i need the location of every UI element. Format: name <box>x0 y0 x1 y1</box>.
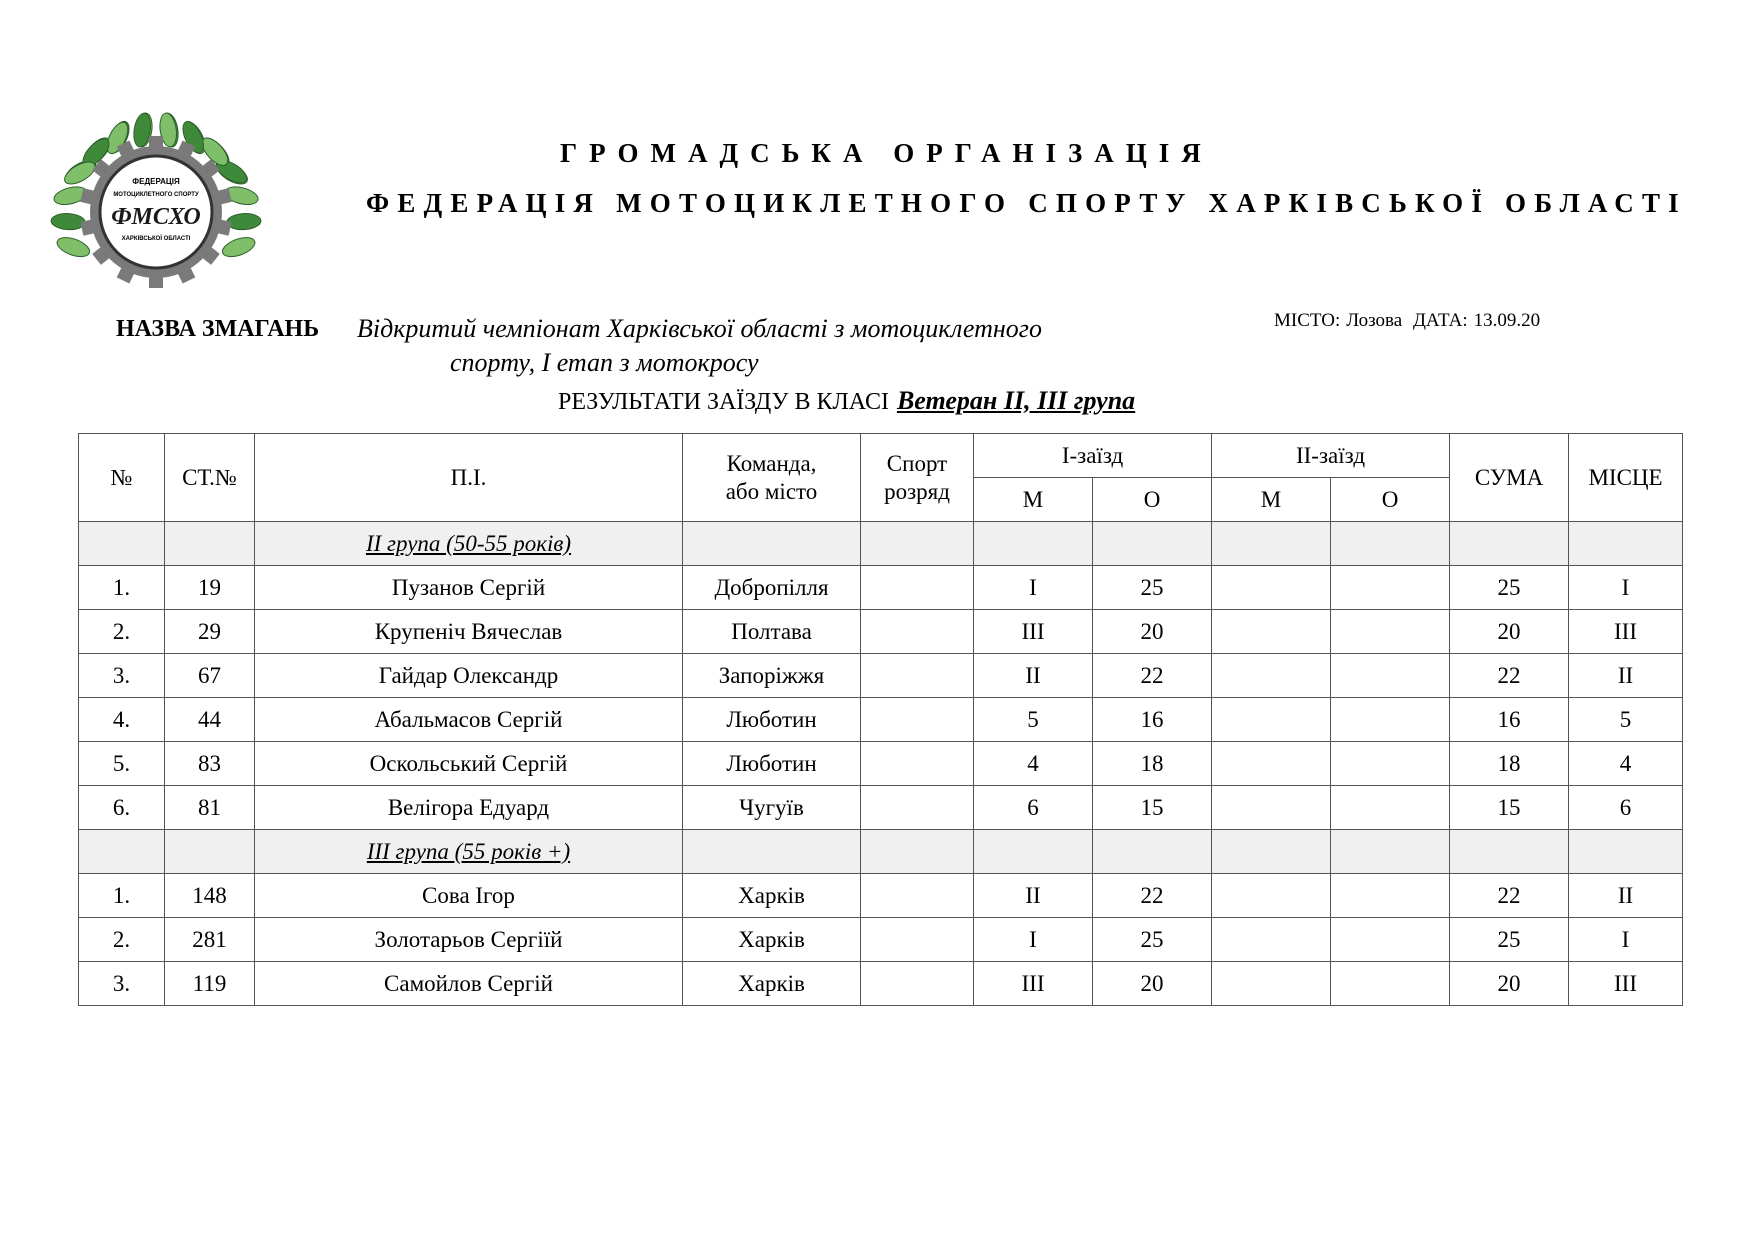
cell-no: 1. <box>79 566 165 610</box>
header-rank <box>861 434 974 522</box>
cell-o1: 20 <box>1093 610 1212 654</box>
race-class-name: Ветеран ІІ, ІІІ група <box>896 386 1136 415</box>
group-row-cell <box>861 830 974 874</box>
place-label: МІСТО: <box>1274 310 1341 331</box>
cell-m2 <box>1212 698 1331 742</box>
cell-o1: 15 <box>1093 786 1212 830</box>
cell-start: 44 <box>165 698 255 742</box>
cell-m1: ІІІ <box>974 610 1093 654</box>
group-row-cell <box>1331 522 1450 566</box>
group-row-cell <box>1093 522 1212 566</box>
cell-m2 <box>1212 654 1331 698</box>
cell-sum: 22 <box>1450 874 1569 918</box>
cell-m1: ІІ <box>974 654 1093 698</box>
wreath-gear-logo-icon <box>44 112 264 312</box>
group-row-cell <box>1093 830 1212 874</box>
cell-m1: І <box>974 566 1093 610</box>
cell-place: ІІІ <box>1569 962 1683 1006</box>
cell-team: Люботин <box>683 698 861 742</box>
cell-no: 6. <box>79 786 165 830</box>
cell-team: Полтава <box>683 610 861 654</box>
cell-m2 <box>1212 742 1331 786</box>
group-title: ІІ група (50-55 років) <box>255 522 683 566</box>
cell-no: 2. <box>79 610 165 654</box>
cell-rank <box>861 786 974 830</box>
cell-team: Харків <box>683 918 861 962</box>
competition-label: НАЗВА ЗМАГАНЬ <box>116 316 320 342</box>
header-team <box>683 434 861 522</box>
cell-m1: 5 <box>974 698 1093 742</box>
header-no: № <box>79 434 165 522</box>
cell-o2 <box>1331 918 1450 962</box>
cell-start: 83 <box>165 742 255 786</box>
cell-no: 3. <box>79 962 165 1006</box>
header-name: П.І. <box>255 434 683 522</box>
group-row-cell <box>1212 830 1331 874</box>
cell-team: Харків <box>683 874 861 918</box>
cell-no: 1. <box>79 874 165 918</box>
cell-rank <box>861 874 974 918</box>
cell-rank <box>861 962 974 1006</box>
group-row-cell <box>1450 830 1569 874</box>
cell-sum: 25 <box>1450 918 1569 962</box>
header-row-1 <box>79 434 1683 478</box>
header-place: МІСЦЕ <box>1569 434 1683 522</box>
results-table <box>78 433 1683 1006</box>
results-title <box>558 386 1135 416</box>
cell-rank <box>861 742 974 786</box>
header-race1-o: О <box>1093 478 1212 522</box>
cell-sum: 20 <box>1450 610 1569 654</box>
cell-m1: ІІІ <box>974 962 1093 1006</box>
group-row-cell <box>79 522 165 566</box>
cell-start: 81 <box>165 786 255 830</box>
group-row-cell <box>974 522 1093 566</box>
group-row-cell <box>1569 522 1683 566</box>
cell-name: Пузанов Сергій <box>255 566 683 610</box>
date-label: ДАТА: <box>1412 310 1468 331</box>
header-sum: СУМА <box>1450 434 1569 522</box>
cell-o1: 25 <box>1093 566 1212 610</box>
table-row <box>79 566 1683 610</box>
cell-no: 5. <box>79 742 165 786</box>
group-row-cell <box>683 522 861 566</box>
table-row <box>79 654 1683 698</box>
cell-o1: 18 <box>1093 742 1212 786</box>
cell-rank <box>861 918 974 962</box>
cell-name: Сова Ігор <box>255 874 683 918</box>
organization-type: ГРОМАДСЬКА ОРГАНІЗАЦІЯ <box>560 138 1213 168</box>
competition-name-line2: спорту, І етап з мотокросу <box>450 348 759 377</box>
results-body <box>79 522 1683 1006</box>
cell-name: Золотарьов Сергіїй <box>255 918 683 962</box>
cell-o2 <box>1331 698 1450 742</box>
logo-top-text: ФЕДЕРАЦІЯ <box>132 177 180 186</box>
place-date <box>1274 310 1546 332</box>
group-row-cell <box>683 830 861 874</box>
table-row <box>79 698 1683 742</box>
cell-m1: 4 <box>974 742 1093 786</box>
table-row <box>79 874 1683 918</box>
table-row <box>79 610 1683 654</box>
cell-m1: 6 <box>974 786 1093 830</box>
group-row-cell <box>1450 522 1569 566</box>
cell-sum: 20 <box>1450 962 1569 1006</box>
cell-sum: 22 <box>1450 654 1569 698</box>
cell-name: Абальмасов Сергій <box>255 698 683 742</box>
cell-m2 <box>1212 874 1331 918</box>
cell-rank <box>861 654 974 698</box>
cell-no: 3. <box>79 654 165 698</box>
place-value: Лозова <box>1346 310 1403 331</box>
cell-o2 <box>1331 742 1450 786</box>
cell-start: 19 <box>165 566 255 610</box>
cell-name: Самойлов Сергій <box>255 962 683 1006</box>
cell-place: 4 <box>1569 742 1683 786</box>
cell-start: 119 <box>165 962 255 1006</box>
cell-start: 281 <box>165 918 255 962</box>
cell-o2 <box>1331 566 1450 610</box>
cell-place: 5 <box>1569 698 1683 742</box>
cell-team: Чугуїв <box>683 786 861 830</box>
header-race2-o: О <box>1331 478 1450 522</box>
header-team-line2: або місто <box>725 478 818 504</box>
header-rank-line2: розряд <box>884 478 950 504</box>
organization-name: ФЕДЕРАЦІЯ МОТОЦИКЛЕТНОГО СПОРТУ ХАРКІВСЬКОЇ ОБЛАСТІ <box>366 188 1687 218</box>
federation-logo <box>44 112 264 312</box>
cell-sum: 15 <box>1450 786 1569 830</box>
header-start-no: СТ.№ <box>165 434 255 522</box>
cell-o2 <box>1331 962 1450 1006</box>
cell-sum: 18 <box>1450 742 1569 786</box>
results-title-prefix: РЕЗУЛЬТАТИ ЗАЇЗДУ В КЛАСІ <box>558 389 889 415</box>
cell-o1: 22 <box>1093 654 1212 698</box>
cell-team: Запоріжжя <box>683 654 861 698</box>
cell-m1: І <box>974 918 1093 962</box>
cell-place: 6 <box>1569 786 1683 830</box>
group-row-cell <box>1569 830 1683 874</box>
cell-place: І <box>1569 918 1683 962</box>
cell-m2 <box>1212 610 1331 654</box>
cell-sum: 16 <box>1450 698 1569 742</box>
group-row-cell <box>165 522 255 566</box>
logo-abbreviation: ФМСХО <box>111 204 201 230</box>
cell-start: 67 <box>165 654 255 698</box>
cell-team: Добропілля <box>683 566 861 610</box>
cell-team: Люботин <box>683 742 861 786</box>
cell-o2 <box>1331 874 1450 918</box>
cell-rank <box>861 566 974 610</box>
header-team-line1: Команда, <box>726 450 817 476</box>
table-row <box>79 918 1683 962</box>
header-race1-m: М <box>974 478 1093 522</box>
table-row <box>79 742 1683 786</box>
group-row-cell <box>974 830 1093 874</box>
cell-m2 <box>1212 566 1331 610</box>
cell-start: 148 <box>165 874 255 918</box>
cell-o1: 25 <box>1093 918 1212 962</box>
cell-o1: 22 <box>1093 874 1212 918</box>
header-race1: І-заїзд <box>974 434 1212 478</box>
cell-start: 29 <box>165 610 255 654</box>
cell-m2 <box>1212 786 1331 830</box>
group-row-cell <box>861 522 974 566</box>
header-race2: ІІ-заїзд <box>1212 434 1450 478</box>
cell-place: І <box>1569 566 1683 610</box>
group-row-cell <box>165 830 255 874</box>
group-row-cell <box>79 830 165 874</box>
group-row-cell <box>1331 830 1450 874</box>
cell-place: ІІ <box>1569 874 1683 918</box>
cell-name: Оскольський Сергій <box>255 742 683 786</box>
cell-m2 <box>1212 962 1331 1006</box>
header-rank-line1: Спорт <box>886 450 948 476</box>
cell-rank <box>861 698 974 742</box>
cell-o2 <box>1331 654 1450 698</box>
group-row-cell <box>1212 522 1331 566</box>
cell-team: Харків <box>683 962 861 1006</box>
cell-no: 4. <box>79 698 165 742</box>
cell-rank <box>861 610 974 654</box>
cell-name: Велігора Едуард <box>255 786 683 830</box>
logo-bottom-text: ХАРКІВСЬКОЇ ОБЛАСТІ <box>121 236 191 242</box>
cell-m2 <box>1212 918 1331 962</box>
table-row <box>79 786 1683 830</box>
date-value: 13.09.20 <box>1473 310 1541 331</box>
group-title: ІІІ група (55 років +) <box>255 830 683 874</box>
logo-middle-text: МОТОЦИКЛЕТНОГО СПОРТУ <box>113 192 199 198</box>
competition-name-line1: Відкритий чемпіонат Харківської області з мотоциклетного <box>357 314 1042 343</box>
cell-no: 2. <box>79 918 165 962</box>
cell-sum: 25 <box>1450 566 1569 610</box>
cell-m1: ІІ <box>974 874 1093 918</box>
cell-o2 <box>1331 610 1450 654</box>
cell-o1: 20 <box>1093 962 1212 1006</box>
cell-name: Крупеніч Вячеслав <box>255 610 683 654</box>
header-race2-m: М <box>1212 478 1331 522</box>
cell-place: ІІ <box>1569 654 1683 698</box>
cell-o2 <box>1331 786 1450 830</box>
cell-name: Гайдар Олександр <box>255 654 683 698</box>
group-row <box>79 830 1683 874</box>
cell-o1: 16 <box>1093 698 1212 742</box>
cell-place: ІІІ <box>1569 610 1683 654</box>
table-row <box>79 962 1683 1006</box>
group-row <box>79 522 1683 566</box>
